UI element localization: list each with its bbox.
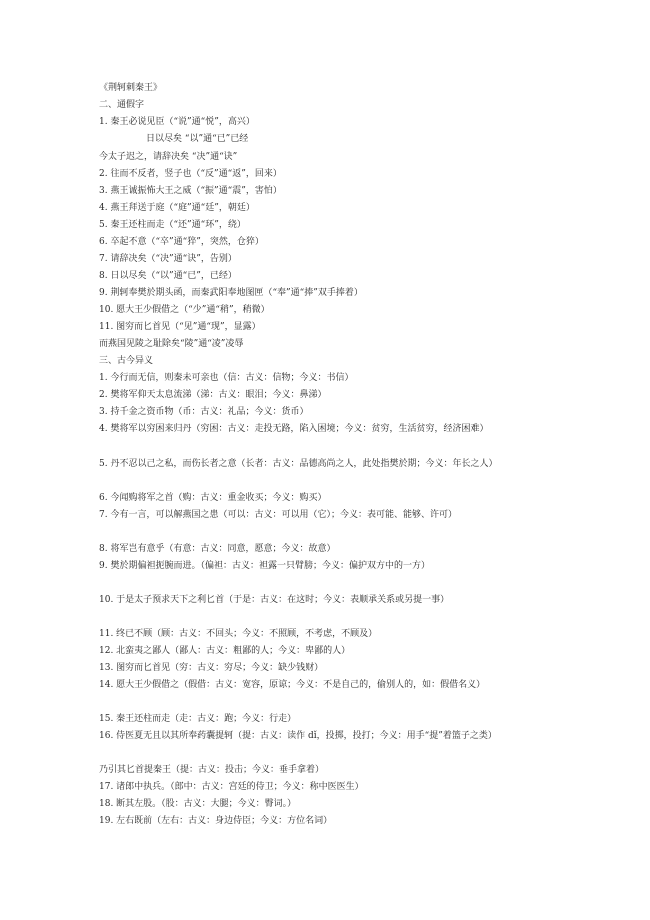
tongjia-item: 而燕国见陵之耻除矣“陵”通“凌”凌辱 bbox=[99, 339, 244, 349]
gujin-item: 15. 秦王还柱而走（走：古义：跑；今义：行走） bbox=[99, 714, 297, 724]
gujin-item: 13. 图穷而匕首见（穷：古义：穷尽；今义：缺少钱财） bbox=[99, 663, 324, 673]
gujin-item: 3. 持千金之资币物（币：古义：礼品；今义：货币） bbox=[99, 407, 309, 417]
gujin-item: 14. 愿大王少假借之（假借：古义：宽容，原谅；今义：不是自己的，偷别人的，如：假借名义） bbox=[99, 680, 486, 690]
gujin-item: 5. 丹不忍以己之私，而伤长者之意（长者：古义：品德高尚之人，此处指樊於期；今义：年长之人） bbox=[99, 459, 498, 469]
section-heading-tongjia: 二、通假字 bbox=[99, 100, 145, 110]
tongjia-item: 4. 燕王拜送于庭（“庭”通“廷”，朝廷） bbox=[99, 203, 255, 213]
tongjia-item: 日以尽矣 “以”通“已”已经 bbox=[146, 134, 249, 144]
tongjia-item: 7. 请辞决矣（“决”通“诀”，告别） bbox=[99, 254, 237, 264]
document-title: 《荆轲刺秦王》 bbox=[99, 83, 163, 93]
tongjia-item: 5. 秦王还柱而走（“还”通“环”，绕） bbox=[99, 220, 246, 230]
gujin-item: 1. 今行而无信，则秦未可亲也（信：古义：信物；今义：书信） bbox=[99, 373, 354, 383]
tongjia-item: 6. 卒起不意（“卒”通“猝”，突然，仓猝） bbox=[99, 237, 264, 247]
tongjia-item: 10. 愿大王少假借之（“少”通“稍”，稍微） bbox=[99, 305, 270, 315]
gujin-item: 6. 今闻购将军之首（购：古义：重金收买；今义：购买） bbox=[99, 493, 327, 503]
gujin-item: 10. 于是太子预求天下之利匕首（于是：古义：在这时；今义：表顺承关系或另提一事） bbox=[99, 595, 450, 605]
gujin-item: 7. 今有一言，可以解燕国之患（可以：古义：可以用（它）；今义：表可能、能够、许可） bbox=[99, 510, 457, 520]
tongjia-item: 11. 图穷而匕首见（“见”通“现”，显露） bbox=[99, 322, 261, 332]
gujin-item: 11. 终已不顾（顾：古义：不回头；今义：不照顾，不考虑，不顾及） bbox=[99, 629, 378, 639]
gujin-item: 17. 诸郎中执兵。（郎中：古义：宫廷的侍卫；今义：称中医医生） bbox=[99, 782, 364, 792]
gujin-item: 18. 断其左股。（股：古义：大腿；今义：臀词。） bbox=[99, 799, 297, 809]
gujin-item: 16. 侍医夏无且以其所奉药囊提轲（提：古义：读作 dǐ，投掷，投打；今义：用手“提”着篮子之类） bbox=[99, 731, 497, 741]
gujin-item: 乃引其匕首提秦王（提：古义：投击；今义：垂手拿着） bbox=[99, 765, 325, 775]
tongjia-item: 今太子迟之，请辞决矣 “决”通“诀” bbox=[99, 152, 238, 162]
gujin-item: 8. 将军岂有意乎（有意：古义：同意，愿意；今义：故意） bbox=[99, 544, 336, 554]
gujin-item: 9. 樊於期偏袒扼腕而进。（偏袒：古义：袒露一只臂膀；今义：偏护双方中的一方） bbox=[99, 561, 430, 571]
gujin-item: 4. 樊将军以穷困来归丹（穷困：古义：走投无路，陷入困境；今义：贫穷，生活贫穷，经济困难） bbox=[99, 424, 489, 434]
tongjia-item: 9. 荆轲奉樊於期头函，而秦武阳奉地图匣（“奉”通“捧”双手捧着） bbox=[99, 288, 363, 298]
tongjia-item: 1. 秦王必说见臣（“说”通“悦”，高兴） bbox=[99, 117, 255, 127]
section-heading-gujin: 三、古今异义 bbox=[99, 356, 154, 366]
tongjia-item: 2. 往而不反者，竖子也（“反”通“返”，回来） bbox=[99, 169, 282, 179]
tongjia-item: 8. 日以尽矣（“以”通“已”，已经） bbox=[99, 271, 237, 281]
gujin-item: 12. 北蛮夷之鄙人（鄙人：古义：粗鄙的人；今义：卑鄙的人） bbox=[99, 646, 351, 656]
tongjia-item: 3. 燕王诚振怖大王之威（“振”通“震”，害怕） bbox=[99, 186, 282, 196]
gujin-item: 2. 樊将军仰天太息流涕（涕：古义：眼泪；今义：鼻涕） bbox=[99, 390, 327, 400]
gujin-item: 19. 左右既前（左右：古义：身边侍臣；今义：方位名词） bbox=[99, 816, 333, 826]
